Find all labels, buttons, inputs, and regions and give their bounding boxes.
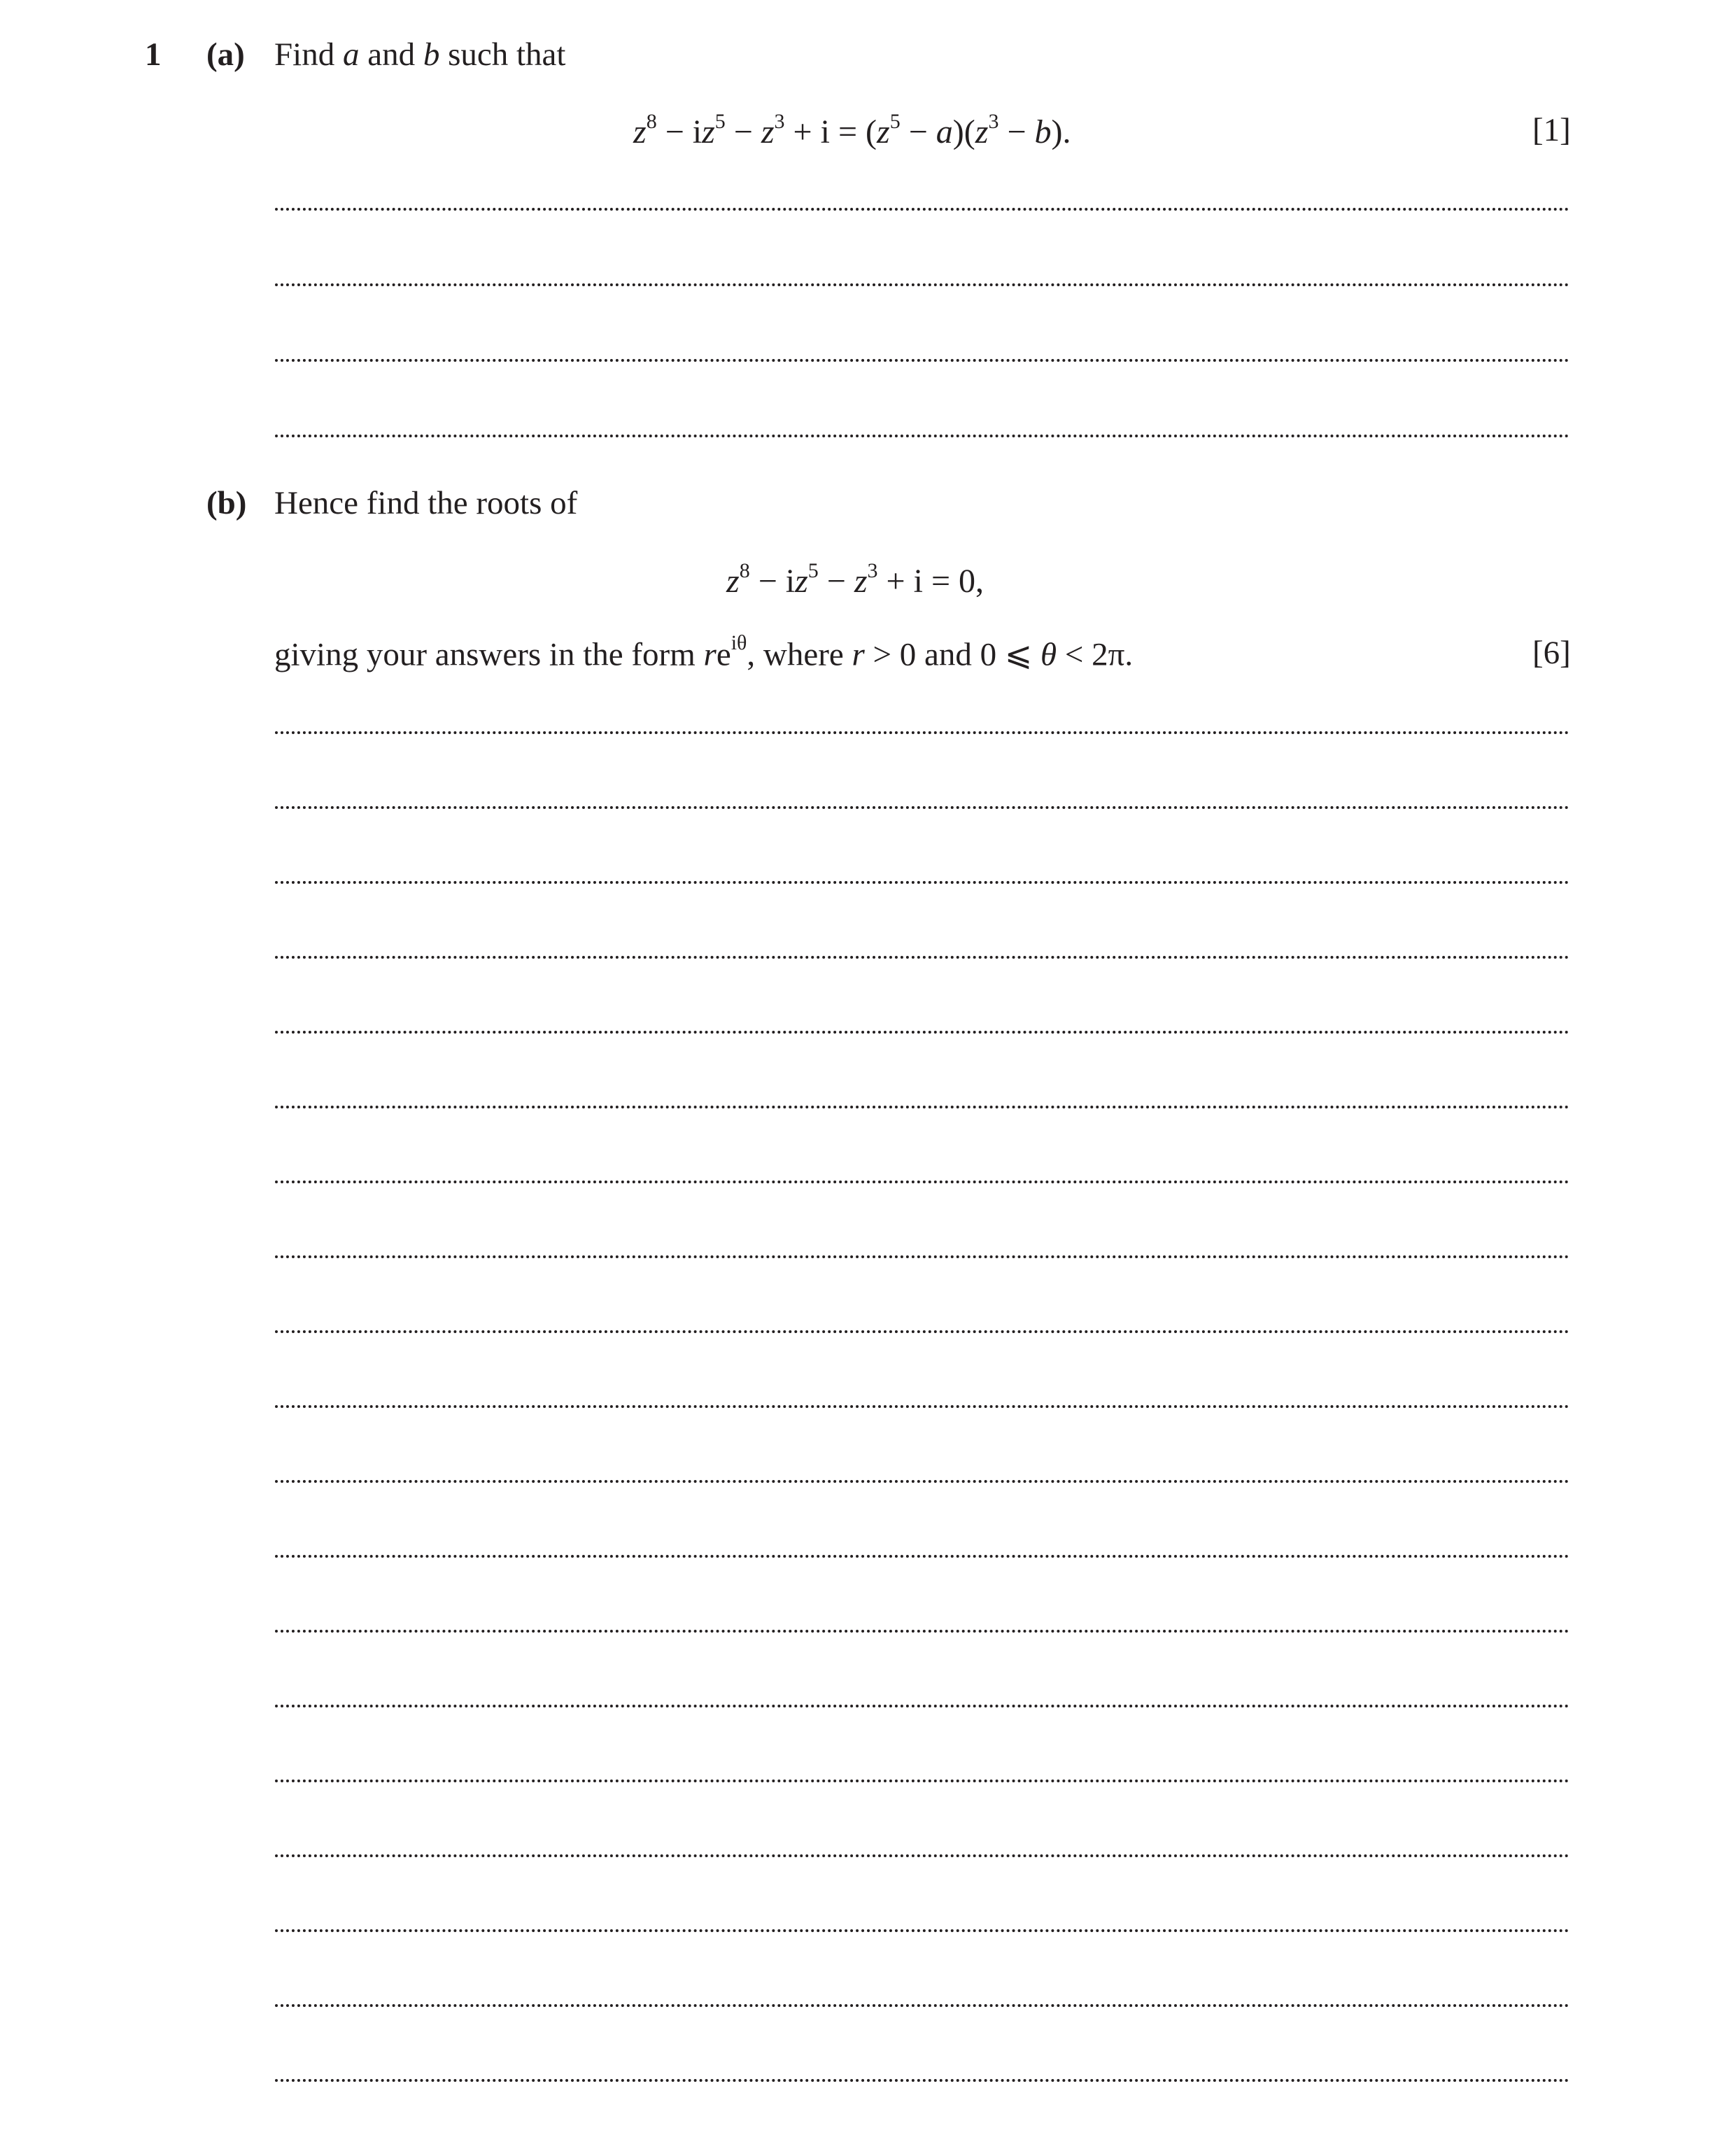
answer-line[interactable] xyxy=(275,1780,1569,1782)
eq-exponent: 8 xyxy=(739,559,750,582)
eq-term: − i xyxy=(656,113,703,150)
answer-line[interactable] xyxy=(275,1405,1569,1408)
answer-line[interactable] xyxy=(275,283,1569,286)
part-b-label: (b) xyxy=(206,485,247,521)
variable-a: a xyxy=(342,36,360,73)
part-a-prompt xyxy=(274,38,565,71)
eq-term: − xyxy=(818,563,854,600)
answer-line[interactable] xyxy=(275,1705,1569,1707)
answer-line[interactable] xyxy=(275,2004,1569,2007)
answer-line[interactable] xyxy=(275,1929,1569,1932)
answer-line[interactable] xyxy=(275,1480,1569,1483)
prompt-text: Find xyxy=(274,36,343,73)
eq-term: a xyxy=(936,113,953,150)
instruction-text: giving your answers in the form xyxy=(274,636,704,673)
answer-line[interactable] xyxy=(275,1106,1569,1108)
answer-line[interactable] xyxy=(275,435,1569,437)
part-b-prompt: Hence find the roots of xyxy=(274,485,578,521)
eq-exponent: 3 xyxy=(988,110,999,133)
variable-b: b xyxy=(423,36,440,73)
prompt-text: and xyxy=(359,36,423,73)
answer-line[interactable] xyxy=(275,1330,1569,1333)
eq-term: z xyxy=(854,563,868,600)
eq-term: z xyxy=(877,113,890,150)
answer-line[interactable] xyxy=(275,208,1569,211)
eq-term: z xyxy=(726,563,740,600)
eq-term: z xyxy=(702,113,715,150)
eq-term: ). xyxy=(1051,113,1071,150)
answer-line[interactable] xyxy=(275,881,1569,884)
instruction-text: , where xyxy=(747,636,852,673)
variable-r: r xyxy=(703,636,717,673)
eq-exponent: 5 xyxy=(714,110,726,133)
answer-line[interactable] xyxy=(275,731,1569,734)
eq-term: z xyxy=(761,113,775,150)
part-b-equation xyxy=(726,559,985,600)
eq-term: )( xyxy=(952,113,975,150)
eq-exponent: 3 xyxy=(774,110,785,133)
answer-line[interactable] xyxy=(275,1630,1569,1633)
eq-exponent: 5 xyxy=(807,559,819,582)
eq-term: b xyxy=(1034,113,1052,150)
eq-term: − xyxy=(725,113,761,150)
part-b-instruction xyxy=(274,631,1134,673)
eq-term: z xyxy=(633,113,647,150)
part-a-marks: [1] xyxy=(1532,112,1571,148)
eq-term: z xyxy=(975,113,989,150)
answer-line[interactable] xyxy=(275,2079,1569,2082)
eq-term: + i = 0, xyxy=(877,563,985,600)
answer-line[interactable] xyxy=(275,1854,1569,1857)
variable-theta: θ xyxy=(1040,636,1057,673)
part-a-equation xyxy=(633,110,1071,150)
prompt-text: such that xyxy=(439,36,566,73)
eq-exponent: 8 xyxy=(646,110,657,133)
answer-line[interactable] xyxy=(275,1031,1569,1034)
eq-term: − xyxy=(900,113,936,150)
answer-line[interactable] xyxy=(275,956,1569,959)
answer-line[interactable] xyxy=(275,806,1569,809)
part-b-marks: [6] xyxy=(1532,635,1571,671)
variable-r: r xyxy=(852,636,865,673)
answer-line[interactable] xyxy=(275,1255,1569,1258)
eq-term: − xyxy=(998,113,1035,150)
eq-term: − i xyxy=(749,563,796,600)
eq-exponent: 5 xyxy=(889,110,901,133)
instruction-text: < 2π. xyxy=(1057,636,1134,673)
eq-term: z xyxy=(795,563,808,600)
question-number: 1 xyxy=(145,36,162,73)
answer-line[interactable] xyxy=(275,1555,1569,1558)
eq-exponent: 3 xyxy=(867,559,878,582)
instruction-text: > 0 and 0 ⩽ xyxy=(864,636,1041,673)
exponent-i-theta: iθ xyxy=(731,631,747,654)
part-a-label: (a) xyxy=(206,36,245,73)
euler-e: e xyxy=(716,636,731,673)
eq-term: + i = ( xyxy=(784,113,877,150)
answer-line[interactable] xyxy=(275,359,1569,362)
answer-line[interactable] xyxy=(275,1181,1569,1183)
